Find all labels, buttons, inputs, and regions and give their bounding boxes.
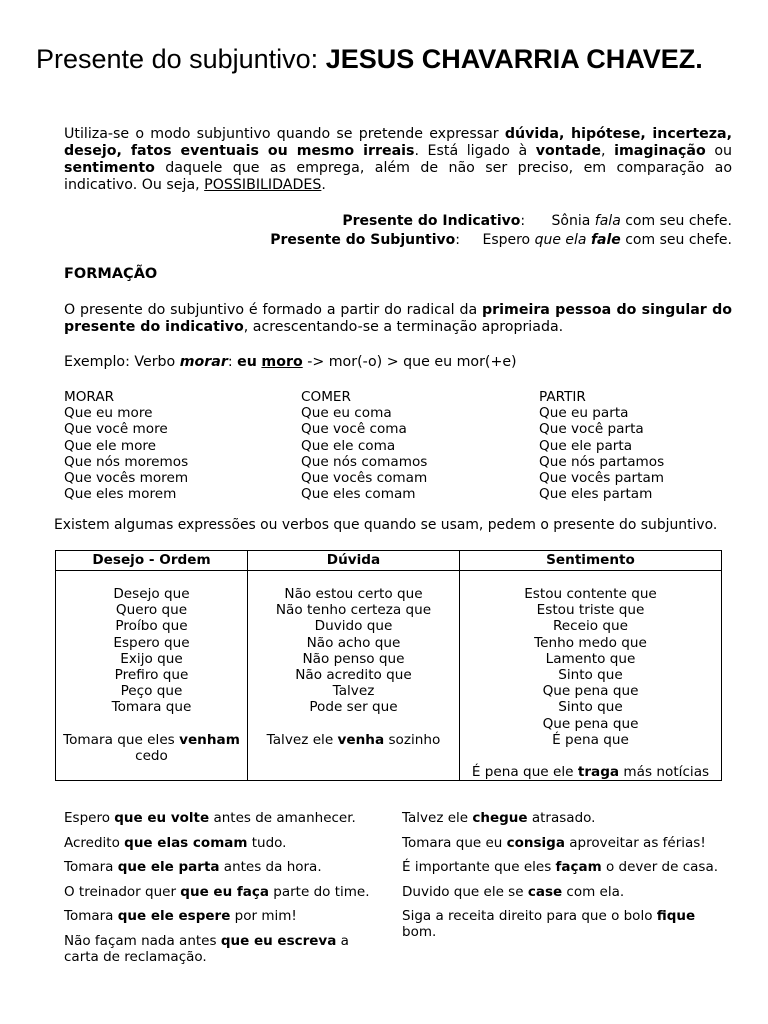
header-duvida: Dúvida	[248, 551, 460, 571]
expression-item: Prefiro que	[114, 667, 189, 684]
sentence-text: antes de amanhecer.	[209, 810, 356, 826]
expression-item: Quero que	[115, 602, 188, 619]
example-verb: venha	[337, 731, 385, 748]
sentence-text: com seu chefe.	[620, 213, 732, 229]
expression-item: Não acho que	[306, 634, 401, 651]
sentence-text: antes da hora.	[219, 859, 322, 875]
sentence-text: Tomara que eu	[402, 834, 507, 851]
sentence-text: parte do time.	[269, 883, 370, 900]
example-sentence	[402, 884, 730, 900]
example-text: Talvez ele	[266, 731, 338, 748]
sentence-text: aproveitar as férias!	[564, 834, 706, 851]
example-sentence	[64, 884, 380, 900]
sentence-text: Espero	[482, 232, 535, 248]
conjugation-form: Que você parta	[539, 421, 644, 438]
conjugation-form: Que vocês morem	[64, 470, 189, 487]
sentence-italic: fala	[594, 213, 621, 229]
example-sentence	[64, 810, 380, 826]
indicative-colon: :	[520, 213, 526, 229]
example-sentence	[64, 835, 380, 851]
conjugation-form: Que ele more	[64, 437, 157, 454]
sentence-bold-verb: fale	[590, 232, 621, 248]
expression-item: Proíbo que	[115, 618, 188, 635]
conjugation-form: Que vocês partam	[539, 470, 665, 487]
sentence-bold: que elas comam	[124, 834, 248, 851]
example-sentence	[64, 933, 380, 965]
expression-item: Não penso que	[302, 650, 405, 667]
example-bold-eu: eu	[237, 354, 257, 370]
sentence-text: É importante que eles	[402, 859, 556, 875]
expression-item: Não tenho certeza que	[275, 602, 432, 619]
expression-item: Estou triste que	[536, 602, 645, 619]
sentence-text: o dever de casa.	[601, 859, 719, 875]
sentence-text: Siga a receita direito para que o bolo	[402, 908, 657, 924]
example-text: Tomara que eles	[63, 731, 180, 748]
sentence-text: Acredito	[64, 834, 125, 851]
sentence-text: O treinador quer	[64, 883, 181, 900]
sentence-text: com seu chefe.	[620, 232, 732, 248]
sentence-text: Não façam nada antes	[64, 932, 221, 949]
intro-bold-list: dúvida, hipótese, incerteza, desejo, fatos eventuais ou mesmo irreais	[64, 126, 732, 159]
expression-item: Exijo que	[120, 650, 183, 667]
expression-item: Espero que	[113, 634, 190, 651]
example-text: sozinho	[384, 731, 441, 748]
conjugation-form: Que eu coma	[301, 405, 392, 422]
expression-item: Sinto que	[558, 667, 623, 684]
sentence-text: atrasado.	[527, 810, 596, 826]
indicative-label: Presente do Indicativo	[342, 213, 521, 229]
column-sentimento	[460, 571, 722, 781]
sentence-bold: façam	[555, 859, 602, 875]
expression-item: Sinto que	[558, 699, 623, 716]
example-verb: venham	[179, 731, 240, 748]
verb-heading: PARTIR	[539, 389, 586, 405]
duvida-example	[252, 732, 455, 748]
conjugation-comer	[301, 389, 427, 502]
conjugation-morar	[64, 389, 188, 502]
conjugation-form: Que ele parta	[539, 437, 633, 454]
conjugation-form: Que vocês comam	[301, 470, 428, 487]
sentimento-example	[464, 764, 717, 780]
example-text: É pena que ele	[471, 764, 578, 781]
sentence-bold: que eu escreva	[220, 932, 337, 949]
formation-paragraph	[64, 302, 732, 336]
expression-item: Tomara que	[111, 699, 192, 716]
conjugation-form: Que ele coma	[301, 437, 396, 454]
intro-paragraph	[64, 126, 732, 194]
sentence-bold: consiga	[506, 834, 565, 851]
table-body-row	[56, 571, 722, 781]
expression-item: Tenho medo que	[534, 634, 647, 651]
sentence-bold: que ele espere	[117, 908, 231, 924]
conjugation-form: Que nós comamos	[301, 453, 428, 470]
header-sentimento: Sentimento	[460, 551, 722, 571]
conjugation-form: Que nós moremos	[64, 453, 189, 470]
sentence-italic: que ela	[534, 232, 591, 248]
intro-bold-vontade: vontade	[535, 143, 602, 159]
expression-item: Talvez	[332, 683, 375, 700]
column-duvida	[248, 571, 460, 781]
sentence-bold: chegue	[472, 810, 528, 826]
expression-item: Peço que	[120, 683, 183, 700]
sentence-text: Espero	[64, 810, 115, 826]
header-desejo: Desejo - Ordem	[56, 551, 248, 571]
subjunctive-label: Presente do Subjuntivo	[270, 232, 456, 248]
conjugation-form: Que eles comam	[301, 486, 416, 503]
conjugation-form: Que nós partamos	[539, 453, 665, 470]
indicative-example	[342, 213, 732, 230]
intro-text: daquele que as emprega, além de não ser preciso, em comparação ao indicativo. Ou seja,	[64, 160, 732, 193]
expression-item: Desejo que	[113, 586, 190, 602]
conjugation-form: Que você more	[64, 421, 168, 438]
expression-item: Pode ser que	[309, 699, 398, 716]
subjunctive-colon: :	[455, 232, 461, 248]
desejo-example	[60, 732, 243, 764]
examples-right-column	[402, 810, 730, 949]
expression-item: Lamento que	[545, 650, 636, 667]
sentence-text: Tomara	[64, 908, 118, 924]
sentence-text: tudo.	[247, 834, 287, 851]
expression-item: Não estou certo que	[284, 586, 423, 602]
sentence-text: Duvido que ele se	[402, 883, 528, 900]
formation-text: O presente do subjuntivo é formado a partir do radical da	[64, 302, 483, 318]
subjunctive-example	[270, 232, 732, 249]
sentence-bold: case	[527, 883, 563, 900]
examples-left-column	[64, 810, 380, 973]
expression-item: Que pena que	[542, 683, 639, 700]
example-text: Exemplo: Verbo	[64, 354, 180, 370]
expression-item: Que pena que	[542, 715, 639, 732]
subjunctive-sentence	[482, 232, 732, 249]
sentence-text: por mim!	[230, 908, 297, 924]
verb-heading: COMER	[301, 389, 351, 405]
example-text: cedo	[135, 747, 168, 764]
expression-item: Não acredito que	[295, 667, 412, 684]
expressions-table	[55, 550, 722, 781]
verb-heading: MORAR	[64, 389, 115, 405]
sentence-bold: que eu volte	[114, 810, 210, 826]
conjugation-form: Que eu more	[64, 405, 153, 422]
title-author: JESUS CHAVARRIA CHAVEZ.	[325, 44, 703, 74]
intro-underlined-possibilidades: POSSIBILIDADES	[204, 177, 322, 193]
conjugation-form: Que eles partam	[539, 486, 653, 503]
example-sentence	[402, 859, 730, 875]
sentence-bold: que eu faça	[180, 883, 269, 900]
column-desejo	[56, 571, 248, 781]
example-sentence	[64, 908, 380, 924]
example-sentence	[64, 859, 380, 875]
table-header-row	[56, 551, 722, 571]
sentence-text: a carta de reclamação.	[64, 932, 349, 965]
sentence-bold: que ele parta	[117, 859, 220, 875]
sentence-text: com ela.	[562, 883, 625, 900]
formation-text: , acrescentando-se a terminação apropriada.	[243, 319, 564, 335]
example-text: -> mor(-o) > que eu mor(+e)	[302, 354, 517, 370]
example-sentence	[402, 810, 730, 826]
expression-item: É pena que	[552, 731, 629, 748]
example-sentence	[402, 835, 730, 851]
sentence-bold: fique	[656, 908, 696, 924]
formation-example	[64, 354, 732, 371]
example-text: :	[227, 354, 238, 370]
example-bold-moro: moro	[261, 354, 303, 370]
conjugation-form: Que eles morem	[64, 486, 177, 503]
indicative-sentence	[552, 213, 732, 230]
expression-item: Receio que	[552, 618, 629, 635]
intro-text: Utiliza-se o modo subjuntivo quando se pretende expressar	[64, 126, 505, 142]
formation-heading: FORMAÇÃO	[64, 266, 158, 282]
sentence-text: Talvez ele	[402, 810, 473, 826]
example-sentence	[402, 908, 730, 940]
conjugation-form: Que eu parta	[539, 405, 629, 422]
intro-text: .	[321, 177, 326, 193]
expressions-intro: Existem algumas expressões ou verbos que quando se usam, pedem o presente do subjuntivo.	[54, 517, 718, 533]
intro-text: ou	[705, 143, 732, 159]
expression-item: Duvido que	[314, 618, 393, 635]
page-title	[36, 42, 746, 76]
intro-bold-sentimento: sentimento	[64, 160, 155, 176]
conjugation-partir	[539, 389, 664, 502]
example-verb: traga	[577, 764, 620, 781]
intro-text: . Está ligado à	[414, 143, 536, 159]
conjugation-form: Que você coma	[301, 421, 407, 438]
expression-item: Estou contente que	[524, 586, 657, 602]
sentence-text: Sônia	[551, 213, 595, 229]
sentence-text: bom.	[402, 924, 437, 940]
example-text: más notícias	[619, 764, 710, 781]
example-verb: morar	[179, 354, 228, 370]
sentence-text: Tomara	[64, 859, 118, 875]
formation-bold: primeira pessoa do singular do presente do indicativo	[64, 302, 732, 335]
title-prefix: Presente do subjuntivo:	[36, 44, 319, 74]
intro-text: ,	[601, 143, 615, 159]
intro-bold-imaginacao: imaginação	[614, 143, 706, 159]
